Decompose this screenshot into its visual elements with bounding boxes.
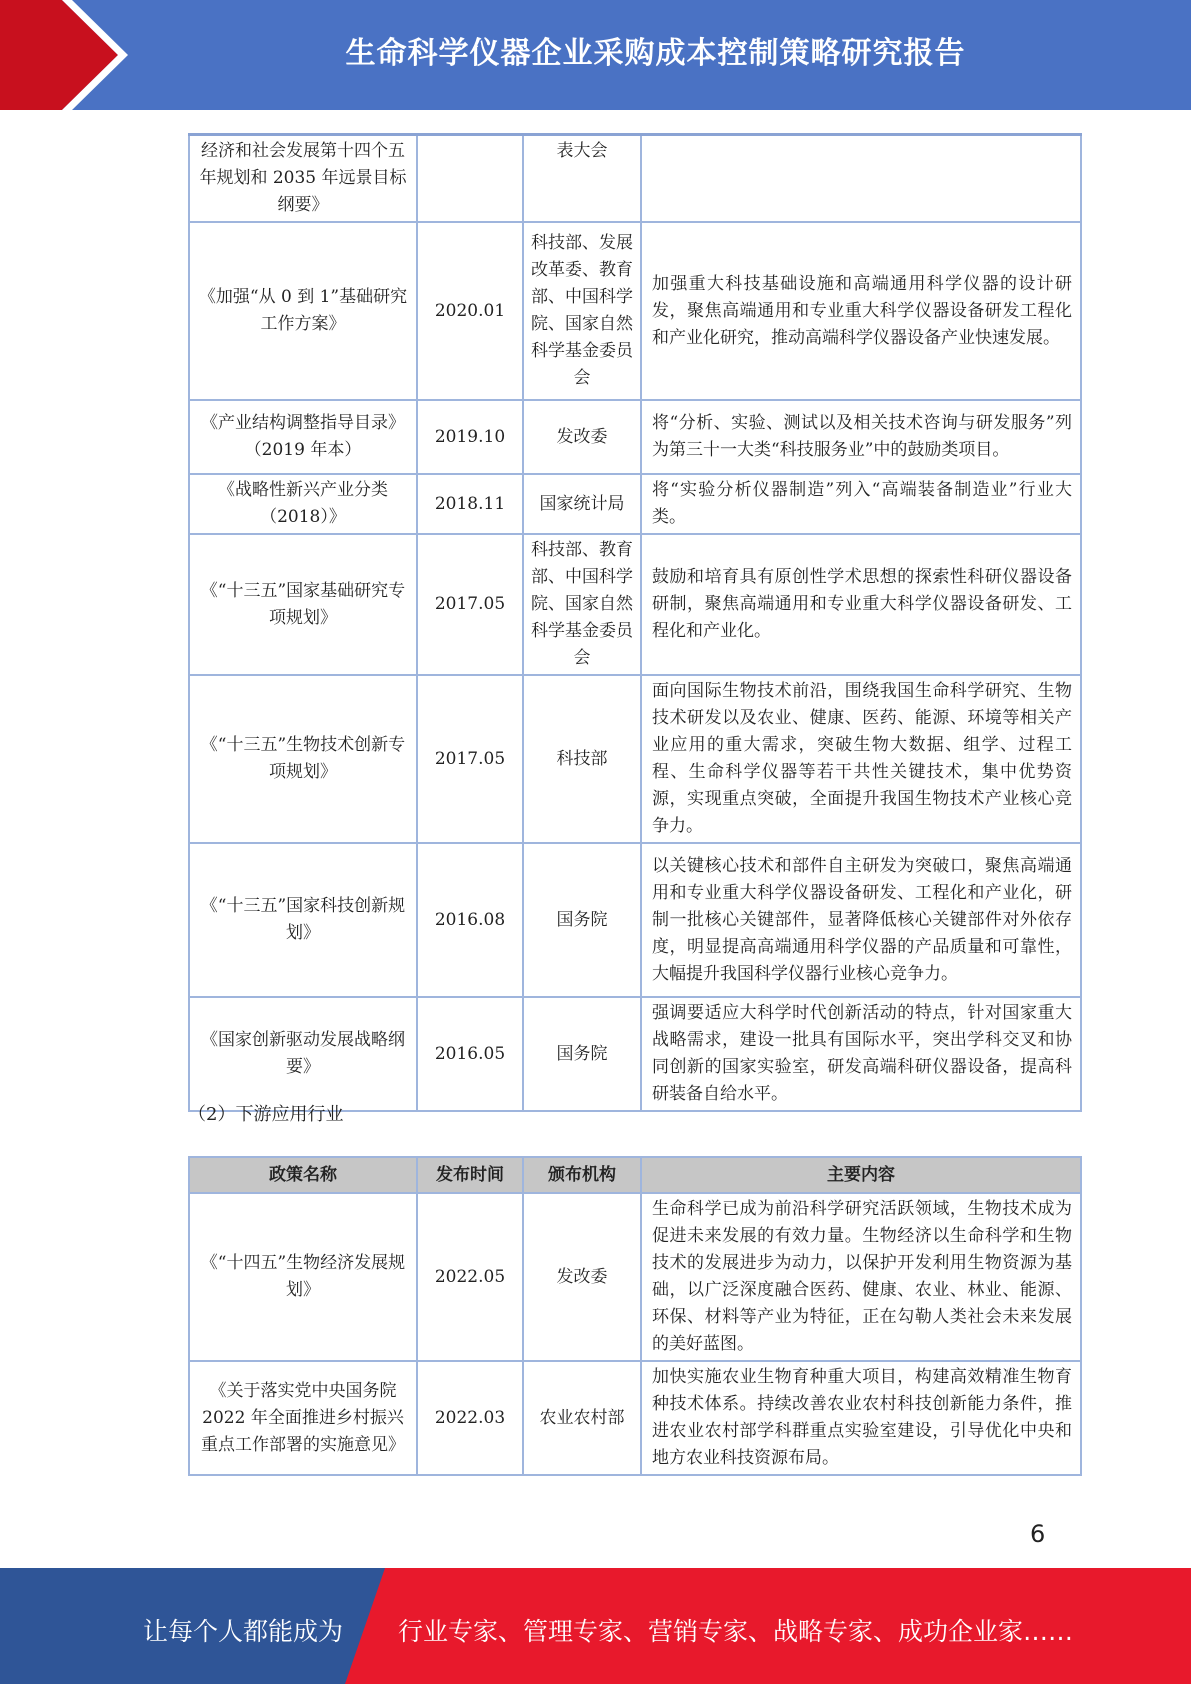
policy-content-cell: 将“分析、实验、测试以及相关技术咨询与研发服务”列为第三十一大类“科技服务业”中的鼓励类项目。 — [641, 400, 1081, 474]
page-number: 6 — [1030, 1520, 1046, 1548]
policy-content-cell: 加强重大科技基础设施和高端通用科学仪器的设计研发，聚焦高端通用和专业重大科学仪器设备研发工程化和产业化研究，推动高端科学仪器设备产业快速发展。 — [641, 222, 1081, 400]
table-row — [189, 843, 1081, 997]
header-agency: 颁布机构 — [523, 1157, 641, 1193]
policy-table-continued — [188, 133, 1082, 1112]
policy-name-cell: 《战略性新兴产业分类（2018）》 — [189, 474, 417, 534]
policy-date-cell: 2022.05 — [417, 1193, 523, 1361]
header-date: 发布时间 — [417, 1157, 523, 1193]
policy-content-cell — [641, 135, 1081, 223]
page-footer — [0, 1568, 1191, 1684]
table-row — [189, 997, 1081, 1111]
policy-content-cell: 生命科学已成为前沿科学研究活跃领域，生物技术成为促进未来发展的有效力量。生物经济以生命科学和生物技术的发展进步为动力，以保护开发利用生物资源为基础，以广泛深度融合医药、健康、农业、林业、能源、环保、材料等产业为特征，正在勾勒人类社会未来发展的美好蓝图。 — [641, 1193, 1081, 1361]
header-arrow-logo — [0, 0, 150, 110]
policy-name-cell: 《“十三五”国家科技创新规划》 — [189, 843, 417, 997]
footer-slogan-right: 行业专家、管理专家、营销专家、战略专家、成功企业家…… — [398, 1617, 1074, 1646]
policy-agency-cell: 发改委 — [523, 1193, 641, 1361]
table-row — [189, 222, 1081, 400]
policy-name-cell: 经济和社会发展第十四个五年规划和 2035 年远景目标纲要》 — [189, 135, 417, 223]
policy-date-cell: 2018.11 — [417, 474, 523, 534]
policy-date-cell — [417, 135, 523, 223]
policy-agency-cell: 农业农村部 — [523, 1361, 641, 1475]
table-row — [189, 1193, 1081, 1361]
section-heading: （2）下游应用行业 — [188, 1104, 344, 1125]
policy-content-cell: 以关键核心技术和部件自主研发为突破口，聚焦高端通用和专业重大科学仪器设备研发、工程化和产业化，研制一批核心关键部件，显著降低核心关键部件对外依存度，明显提高高端通用科学仪器的产品质量和可靠性，大幅提升我国科学仪器行业核心竞争力。 — [641, 843, 1081, 997]
policy-content-cell: 鼓励和培育具有原创性学术思想的探索性科研仪器设备研制，聚焦高端通用和专业重大科学仪器设备研发、工程化和产业化。 — [641, 534, 1081, 675]
policy-agency-cell: 国家统计局 — [523, 474, 641, 534]
report-title: 生命科学仪器企业采购成本控制策略研究报告 — [345, 36, 966, 71]
policy-name-cell: 《产业结构调整指导目录》（2019 年本） — [189, 400, 417, 474]
policy-agency-cell: 表大会 — [523, 135, 641, 223]
policy-agency-cell: 发改委 — [523, 400, 641, 474]
policy-content-cell: 强调要适应大科学时代创新活动的特点，针对国家重大战略需求，建设一批具有国际水平，突出学科交叉和协同创新的国家实验室，研发高端科研仪器设备，提高科研装备自给水平。 — [641, 997, 1081, 1111]
policy-date-cell: 2016.05 — [417, 997, 523, 1111]
policy-content-cell: 将“实验分析仪器制造”列入“高端装备制造业”行业大类。 — [641, 474, 1081, 534]
header-policy-name: 政策名称 — [189, 1157, 417, 1193]
policy-date-cell: 2019.10 — [417, 400, 523, 474]
header-content: 主要内容 — [641, 1157, 1081, 1193]
table-row — [189, 474, 1081, 534]
table-row — [189, 1361, 1081, 1475]
policy-name-cell: 《加强“从 0 到 1”基础研究工作方案》 — [189, 222, 417, 400]
downstream-policy-table — [188, 1156, 1082, 1476]
page-header — [0, 0, 1191, 110]
policy-name-cell: 《“十三五”生物技术创新专项规划》 — [189, 675, 417, 843]
policy-agency-cell: 国务院 — [523, 843, 641, 997]
policy-name-cell: 《“十三五”国家基础研究专项规划》 — [189, 534, 417, 675]
table-row — [189, 135, 1081, 223]
policy-name-cell: 《“十四五”生物经济发展规划》 — [189, 1193, 417, 1361]
policy-name-cell: 《国家创新驱动发展战略纲要》 — [189, 997, 417, 1111]
policy-date-cell: 2017.05 — [417, 675, 523, 843]
policy-date-cell: 2016.08 — [417, 843, 523, 997]
table-header-row — [189, 1157, 1081, 1193]
policy-agency-cell: 科技部 — [523, 675, 641, 843]
policy-name-cell: 《关于落实党中央国务院 2022 年全面推进乡村振兴重点工作部署的实施意见》 — [189, 1361, 417, 1475]
policy-agency-cell: 国务院 — [523, 997, 641, 1111]
policy-content-cell: 面向国际生物技术前沿，围绕我国生命科学研究、生物技术研发以及农业、健康、医药、能源、环境等相关产业应用的重大需求，突破生物大数据、组学、过程工程、生命科学仪器等若干共性关键技术，集中优势资源，实现重点突破，全面提升我国生物技术产业核心竞争力。 — [641, 675, 1081, 843]
policy-agency-cell: 科技部、教育部、中国科学院、国家自然科学基金委员会 — [523, 534, 641, 675]
table-row — [189, 675, 1081, 843]
policy-date-cell: 2022.03 — [417, 1361, 523, 1475]
table-row — [189, 534, 1081, 675]
policy-date-cell: 2020.01 — [417, 222, 523, 400]
footer-slogan-left: 让每个人都能成为 — [143, 1617, 344, 1646]
table-row — [189, 400, 1081, 474]
policy-agency-cell: 科技部、发展改革委、教育部、中国科学院、国家自然科学基金委员会 — [523, 222, 641, 400]
policy-date-cell: 2017.05 — [417, 534, 523, 675]
policy-content-cell: 加快实施农业生物育种重大项目，构建高效精准生物育种技术体系。持续改善农业农村科技创新能力条件，推进农业农村部学科群重点实验室建设，引导优化中央和地方农业科技资源布局。 — [641, 1361, 1081, 1475]
